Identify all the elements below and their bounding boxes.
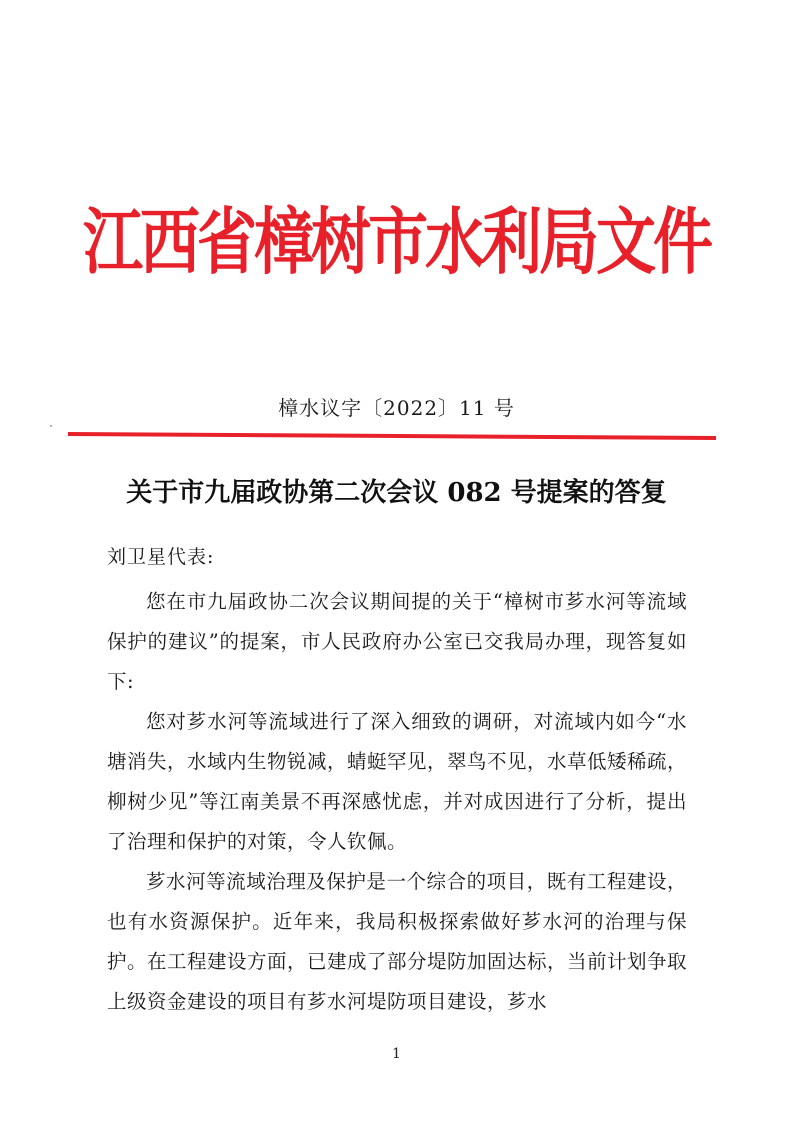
paragraph-2: 您对芗水河等流域进行了深入细致的调研，对流域内如今“水塘消失，水域内生物锐减，蜻蜓罕见，翠鸟不见，水草低矮稀疏，柳树少见”等江南美景不再深感忧虑，并对成因进行了分析，提出了治理和保护的对策，令人钦佩。: [107, 710, 688, 853]
issuer-header: 江西省樟树市水利局文件: [83, 201, 710, 285]
salutation: 刘卫星代表:: [107, 546, 215, 568]
paragraph-1: 您在市九届政协二次会议期间提的关于“樟树市芗水河等流域保护的建议”的提案，市人民政府办公室已交我局办理，现答复如下:: [107, 590, 687, 693]
scan-speck: [50, 425, 52, 427]
document-body: [107, 582, 687, 1022]
document-number: 樟水议字〔2022〕11 号: [278, 396, 515, 420]
red-divider-line: [68, 432, 716, 440]
page-number: 1: [392, 1046, 401, 1062]
paragraph-3: 芗水河等流域治理及保护是一个综合的项目，既有工程建设，也有水资源保护。近年来，我局积极探索做好芗水河的治理与保护。在工程建设方面，已建成了部分堤防加固达标，当前计划争取上级资金建设的项目有芗水河堤防项目建设，芗水: [107, 870, 688, 1013]
document-title: 关于市九届政协第二次会议 082 号提案的答复: [126, 478, 667, 508]
